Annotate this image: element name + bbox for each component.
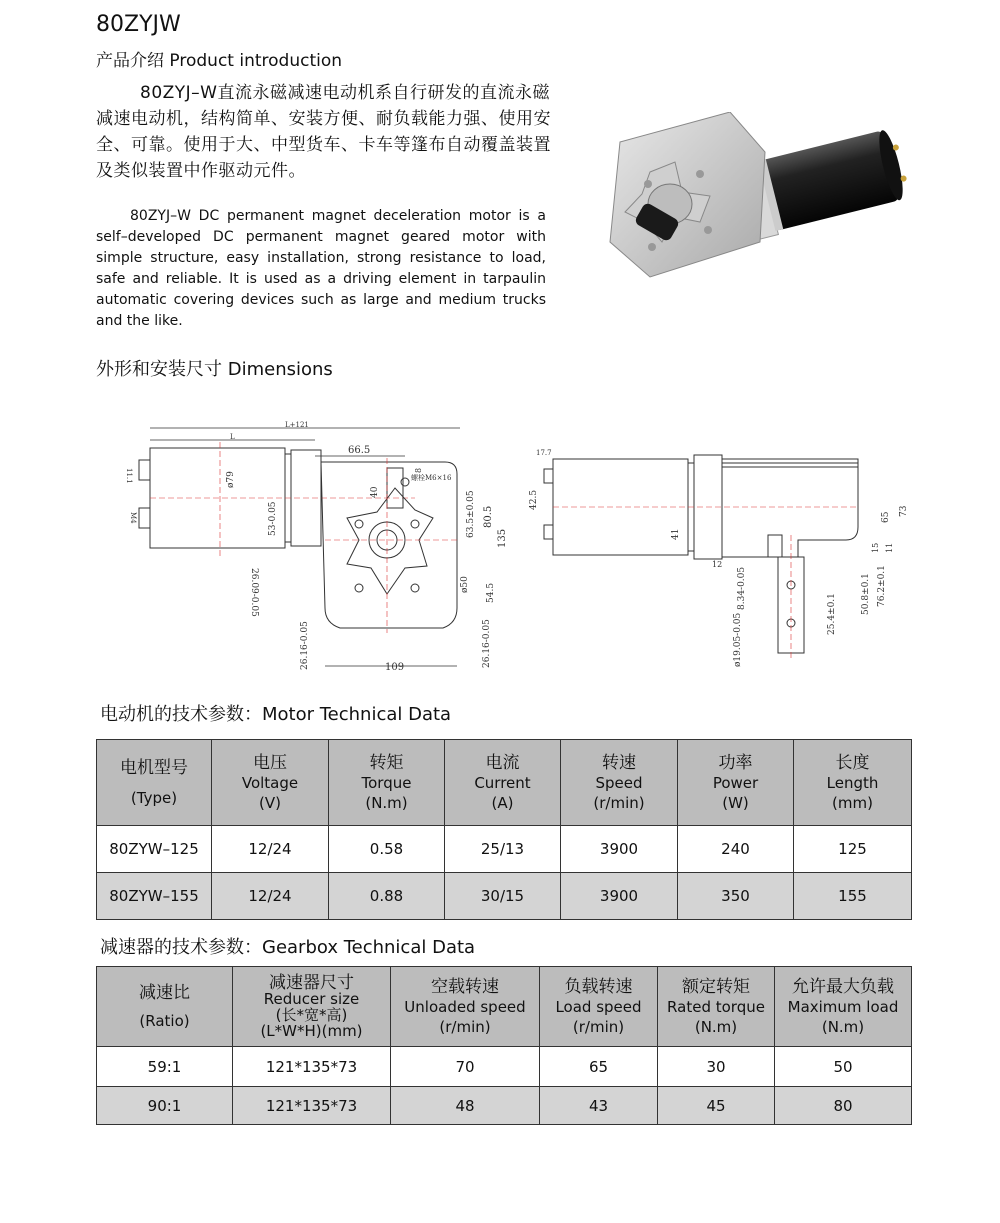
motor-header-voltage: 电压 Voltage (V) [212,740,329,826]
dim-41: 41 [671,528,681,540]
dim-screw-m6: 螺栓M6×16 [411,474,452,482]
motor-technical-table [96,739,912,920]
dim-15: 15 [871,542,880,553]
dim-66-5: 66.5 [348,445,371,456]
motor-cell-type: 80ZYW–125 [97,826,212,873]
dim-50-8: 50.8±0.1 [861,573,871,615]
dim-135: 135 [497,528,508,548]
motor-header-current: 电流 Current (A) [445,740,561,826]
dim-42-5: 42.5 [529,489,539,510]
intro-chinese: 80ZYJ–W直流永磁减速电动机系自行研发的直流永磁减速电动机，结构简单、安装方便、耐负载能力强、使用安全、可靠。使用于大、中型货车、卡车等篷布自动覆盖装置及类似装置中作驱动元件。 [96,83,551,181]
motor-cell-voltage: 12/24 [212,826,329,873]
gear-cell-load: 65 [540,1047,658,1087]
motor-cell-voltage: 12/24 [212,873,329,920]
dimension-drawing-side [528,445,913,677]
gear-header-ratio: 减速比 (Ratio) [97,967,233,1047]
gear-cell-size: 121*135*73 [233,1047,391,1087]
gear-cell-size: 121*135*73 [233,1087,391,1125]
motor-cell-power: 240 [678,826,794,873]
motor-data-heading: 电动机的技术参数：Motor Technical Data [100,704,452,725]
gear-cell-max: 50 [775,1047,912,1087]
table-row [97,1047,912,1087]
dim-26-16-right: 26.16-0.05 [482,619,492,668]
dim-m4: M4 [129,512,137,524]
dim-l-total: L+121 [285,421,309,429]
motor-header-power: 功率 Power (W) [678,740,794,826]
gear-cell-ratio: 90:1 [97,1087,233,1125]
gearbox-technical-table [96,966,912,1125]
table-row [97,1087,912,1125]
dim-76-2: 76.2±0.1 [877,565,887,607]
gearbox-table-header-row [97,967,912,1047]
gear-cell-max: 80 [775,1087,912,1125]
table-row [97,873,912,920]
motor-header-length: 长度 Length (mm) [794,740,912,826]
dim-12: 12 [712,560,723,569]
motor-cell-length: 155 [794,873,912,920]
page-title: 80ZYJW [96,12,181,37]
motor-cell-current: 30/15 [445,873,561,920]
dim-l: L [230,433,235,441]
dim-109: 109 [385,662,405,673]
dim-phi-79: ø79 [226,471,236,488]
motor-cell-speed: 3900 [561,826,678,873]
dim-73: 73 [899,505,909,517]
gear-header-rated-torque: 额定转矩 Rated torque (N.m) [658,967,775,1047]
motor-cell-torque: 0.88 [329,873,445,920]
dim-phi-19-05: ø19.05-0.05 [733,612,743,667]
dimension-drawing-front [115,418,510,678]
dim-26-09: 26.09-0.05 [249,568,259,617]
gear-header-max-load: 允许最大负载 Maximum load (N.m) [775,967,912,1047]
gear-cell-rated: 45 [658,1087,775,1125]
motor-table-header-row [97,740,912,826]
gear-cell-ratio: 59:1 [97,1047,233,1087]
motor-cell-length: 125 [794,826,912,873]
table-row [97,826,912,873]
dim-65: 65 [881,511,891,523]
dim-26-16-left: 26.16-0.05 [300,621,310,670]
dim-11: 11 [885,542,894,553]
motor-header-type: 电机型号 (Type) [97,740,212,826]
dim-63-5: 63.5±0.05 [466,490,476,538]
dimensions-heading: 外形和安装尺寸 Dimensions [96,359,333,380]
motor-header-speed: 转速 Speed (r/min) [561,740,678,826]
gear-header-load-speed: 负载转速 Load speed (r/min) [540,967,658,1047]
gear-cell-unloaded: 48 [391,1087,540,1125]
dim-8-34: 8.34-0.05 [737,566,747,610]
section-subtitle: 产品介绍 Product introduction [96,51,343,71]
motor-header-torque: 转矩 Torque (N.m) [329,740,445,826]
dim-54-5: 54.5 [486,582,496,603]
motor-cell-torque: 0.58 [329,826,445,873]
dim-11-1: 11.1 [125,468,133,484]
dim-53: 53-0.05 [268,501,278,536]
motor-cell-speed: 3900 [561,873,678,920]
dim-phi-50: ø50 [460,576,470,593]
motor-cell-type: 80ZYW–155 [97,873,212,920]
motor-cell-power: 350 [678,873,794,920]
gearbox-data-heading: 减速器的技术参数：Gearbox Technical Data [100,937,476,958]
motor-product-image [590,112,920,292]
dim-8: 8 [414,467,423,473]
gear-header-unloaded-speed: 空载转速 Unloaded speed (r/min) [391,967,540,1047]
dim-40: 40 [370,486,380,498]
dim-25-4: 25.4±0.1 [827,593,837,635]
dim-80-5: 80.5 [483,505,494,528]
intro-english: 80ZYJ–W DC permanent magnet deceleration motor is a self–developed DC permanent magnet geared motor with simple structure, easy installation, strong resistance to load, safe and reliable. It is used as a driving element in tarpaulin automatic covering devices such as large and medium trucks and the like. [96,208,546,329]
gear-cell-load: 43 [540,1087,658,1125]
motor-cell-current: 25/13 [445,826,561,873]
gear-cell-rated: 30 [658,1047,775,1087]
gear-header-reducer-size: 减速器尺寸 Reducer size (长*宽*高) (L*W*H)(mm) [233,967,391,1047]
gear-cell-unloaded: 70 [391,1047,540,1087]
dim-17-7: 17.7 [536,449,552,457]
